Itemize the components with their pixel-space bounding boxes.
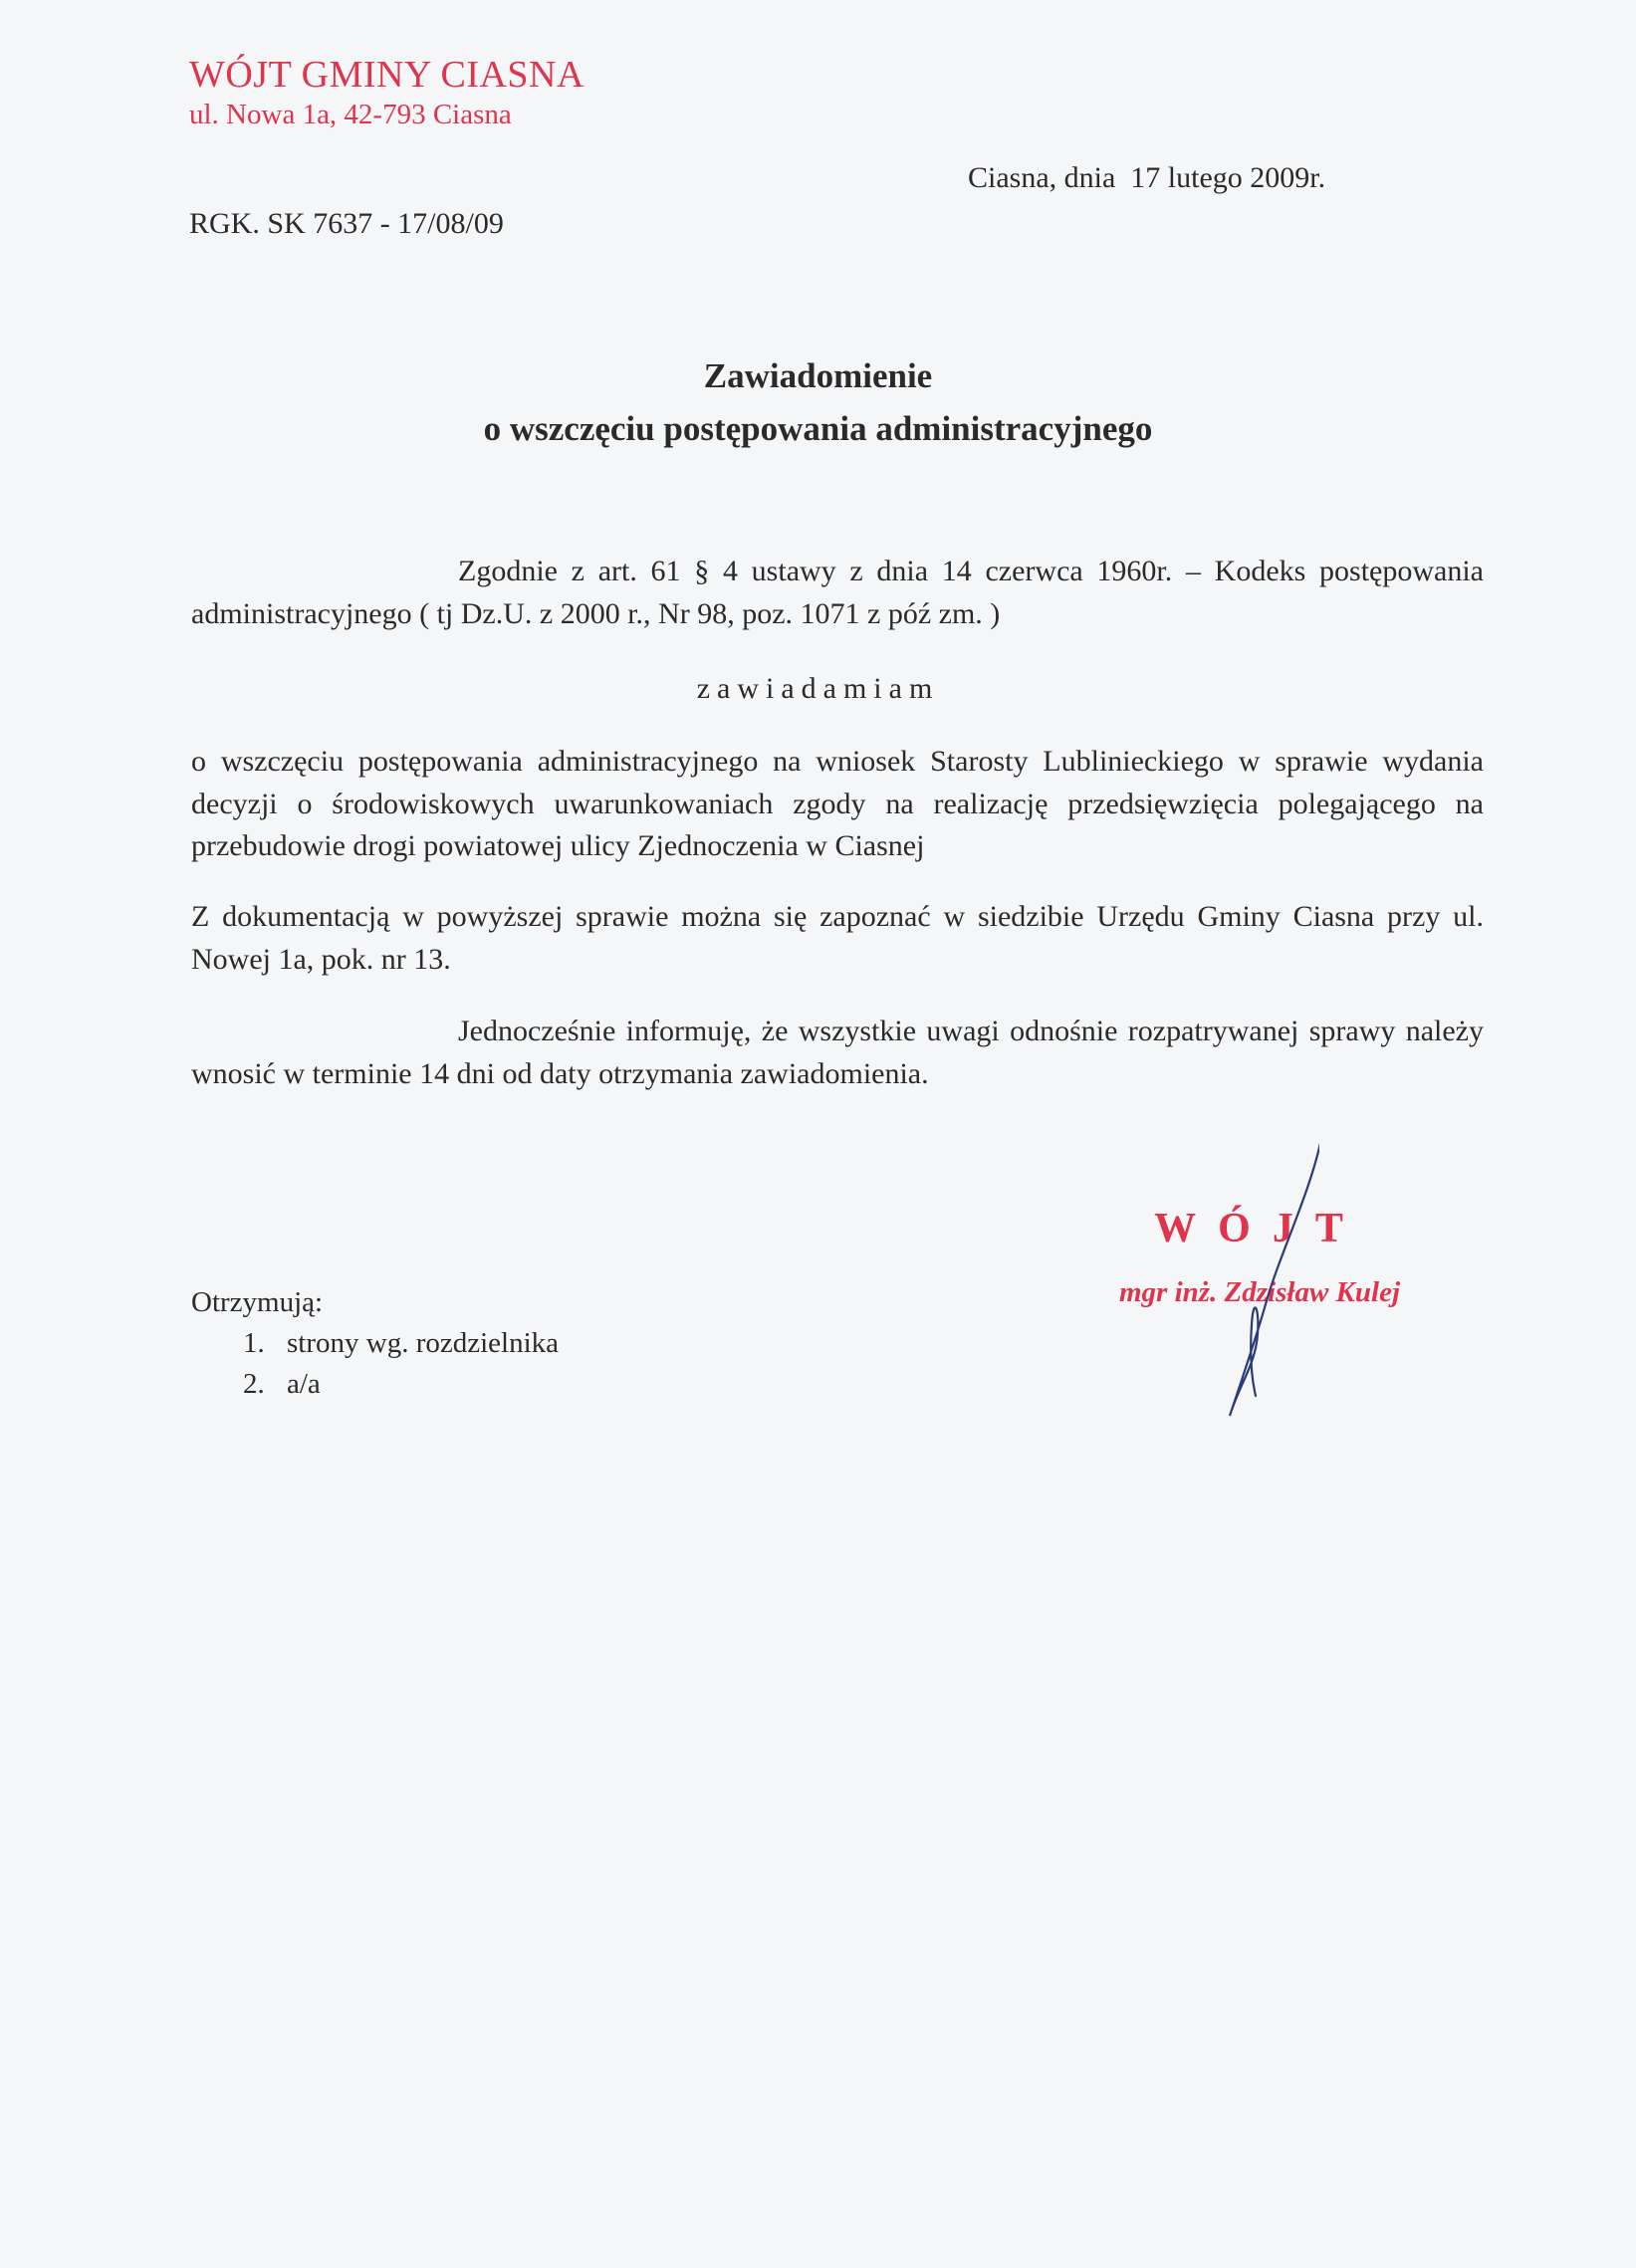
signature-role: WÓJT bbox=[1154, 1206, 1365, 1251]
document-title bbox=[0, 350, 1636, 455]
legal-basis-paragraph: Zgodnie z art. 61 § 4 ustawy z dnia 14 czerwca 1960r. – Kodeks postępowania administracyjnego ( tj Dz.U. z 2000 r., Nr 98, poz. 1071 z póź zm. ) bbox=[191, 555, 1484, 630]
notify-word: zawiadamiam bbox=[696, 672, 940, 705]
date-line: Ciasna, dnia 17 lutego 2009r. bbox=[968, 161, 1326, 194]
reference-number: RGK. SK 7637 - 17/08/09 bbox=[189, 207, 504, 240]
documentation-paragraph: Z dokumentacją w powyższej sprawie można się zapoznać w siedzibie Urzędu Gminy Ciasna przy ul. Nowej 1a, pok. nr 13. bbox=[191, 900, 1484, 976]
remarks-paragraph: Jednocześnie informuję, że wszystkie uwagi odnośnie rozpatrywanej sprawy należy wnosić w terminie 14 dni od daty otrzymania zawiadomienia. bbox=[191, 1015, 1484, 1090]
recipients-heading: Otrzymują: bbox=[191, 1286, 324, 1318]
handwritten-signature bbox=[1200, 1135, 1319, 1434]
office-address: ul. Nowa 1a, 42-793 Ciasna bbox=[189, 99, 512, 131]
recipient-item: 2. a/a bbox=[243, 1368, 321, 1401]
recipients-block bbox=[191, 1282, 559, 1406]
office-header-stamp bbox=[189, 52, 584, 133]
title-line-1: Zawiadomienie bbox=[703, 356, 933, 395]
recipients-list bbox=[191, 1323, 559, 1405]
title-line-2: o wszczęciu postępowania administracyjnego bbox=[483, 408, 1153, 448]
signature-name: mgr inż. Zdzisław Kulej bbox=[1118, 1276, 1400, 1308]
subject-paragraph: o wszczęciu postępowania administracyjnego na wniosek Starosty Lublinieckiego w sprawie wydania decyzji o środowiskowych uwarunkowaniach zgody na realizację przedsięwzięcia polegającego na przebudowie drogi powiatowej ulicy Zjednoczenia w Ciasnej bbox=[191, 745, 1484, 863]
office-name: WÓJT GMINY CIASNA bbox=[189, 54, 584, 96]
recipient-item: 1. strony wg. rozdzielnika bbox=[243, 1327, 560, 1360]
